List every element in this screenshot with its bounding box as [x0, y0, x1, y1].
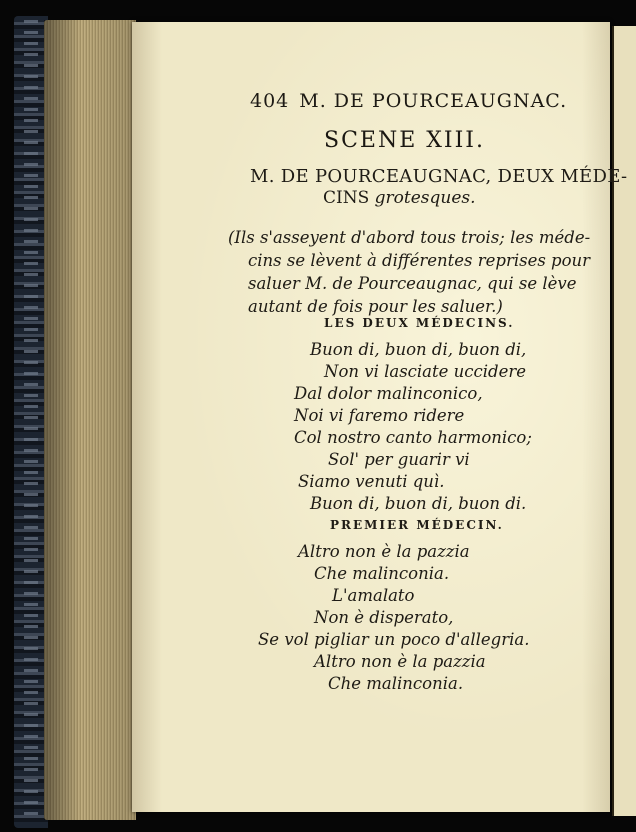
- verse-line: Buon di, buon di, buon di.: [310, 494, 527, 513]
- verse-line: Che malinconia.: [314, 564, 450, 583]
- verse-line: Noi vi faremo ridere: [294, 406, 465, 425]
- characters-line-2: [323, 188, 476, 208]
- page-edges-shadow: [44, 20, 136, 820]
- verse-line: Col nostro canto harmonico;: [294, 428, 532, 447]
- stage-direction-line: cins se lèvent à différentes reprises pour: [248, 251, 591, 270]
- verse-line: Buon di, buon di, buon di,: [310, 340, 527, 359]
- verse-line: Che malinconia.: [328, 674, 464, 693]
- speaker-heading: LES DEUX MÉDECINS.: [324, 316, 515, 330]
- verse-line: Se vol pigliar un poco d'allegria.: [258, 630, 530, 649]
- spine-stitching: [24, 20, 38, 820]
- characters-line-1: M. DE POURCEAUGNAC, DEUX MÉDE-: [250, 166, 628, 187]
- page-number: 404: [250, 90, 290, 112]
- verse-line: Non vi lasciate uccidere: [324, 362, 527, 381]
- verse-line: Non è disperato,: [314, 608, 454, 627]
- speaker-heading: PREMIER MÉDECIN.: [330, 518, 504, 532]
- verse-line: L'amalato: [332, 586, 415, 605]
- stage-direction-line: autant de fois pour les saluer.): [248, 297, 503, 316]
- characters-line-2-italic: grotesques.: [374, 188, 476, 208]
- verse-line: Dal dolor malinconico,: [294, 384, 483, 403]
- stage-direction-line: (Ils s'asseyent d'abord tous trois; les méde-: [228, 228, 591, 247]
- stage-direction-line: saluer M. de Pourceaugnac, qui se lève: [248, 274, 577, 293]
- verse-line: Siamo venuti quì.: [298, 472, 445, 491]
- scene-title: SCENE XIII.: [324, 128, 485, 153]
- verse-line: Altro non è la pazzia: [298, 542, 470, 561]
- verse-line: Sol' per guarir vi: [328, 450, 470, 469]
- characters-line-2-roman: CINS: [323, 188, 375, 208]
- book-page: [132, 22, 628, 812]
- running-head: [250, 90, 567, 112]
- verse-line: Altro non è la pazzia: [314, 652, 486, 671]
- facing-page: [612, 26, 636, 816]
- running-head-title: M. DE POURCEAUGNAC.: [299, 90, 568, 112]
